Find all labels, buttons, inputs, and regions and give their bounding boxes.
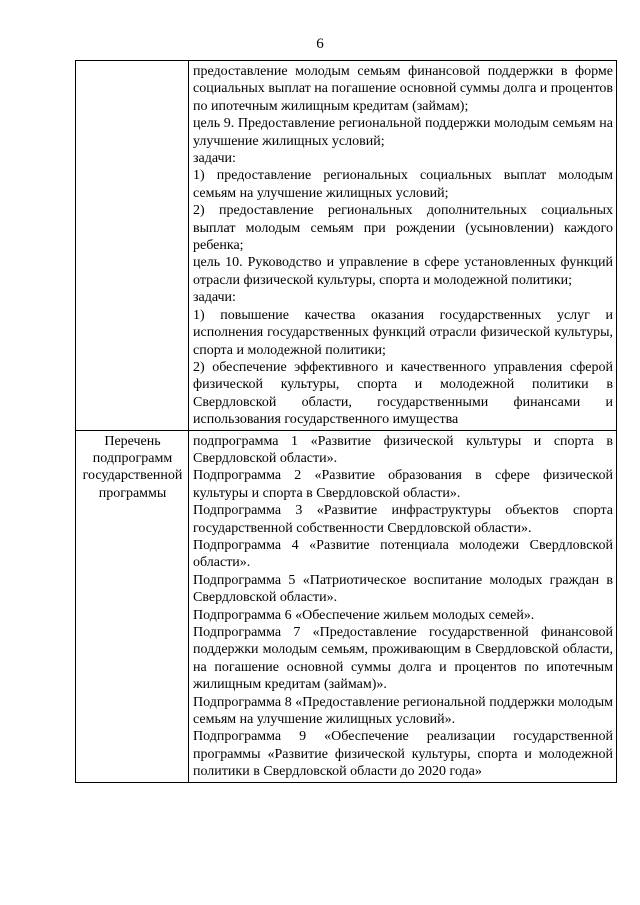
subprogram-6: Подпрограмма 6 «Обеспечение жильем молодых семей». <box>193 607 535 623</box>
goal-10-task-1: 1) повышение качества оказания государственных услуг и исполнения государственных функций отрасли физической культуры, спорта и молодежной политики; <box>193 307 613 358</box>
goal-10-task-2: 2) обеспечение эффективного и качественного управления сферой физической культуры, спорта и молодежной политики в Свердловской области, государственными финансами и использования государственного имущества <box>193 359 613 428</box>
program-passport-table <box>75 60 617 783</box>
page-number: 6 <box>316 36 324 52</box>
goal-9-task-1: 1) предоставление региональных социальных выплат молодым семьям на улучшение жилищных условий; <box>193 168 613 201</box>
goal-9-task-2: 2) предоставление региональных дополнительных социальных выплат молодым семьям при рождении (усыновлении) каждого ребенка; <box>193 203 613 254</box>
tasks-heading: задачи: <box>193 290 236 306</box>
subprogram-1: подпрограмма 1 «Развитие физической культуры и спорта в Свердловской области». <box>193 433 613 466</box>
tasks-heading: задачи: <box>193 151 236 167</box>
table-row <box>76 430 617 782</box>
subprogram-9: Подпрограмма 9 «Обеспечение реализации государственной программы «Развитие физической культуры, спорта и молодежной политики в Свердловской области до 2020 года» <box>193 729 613 780</box>
goal-10-text: цель 10. Руководство и управление в сфере установленных функций отрасли физической культуры, спорта и молодежной политики; <box>193 255 613 288</box>
subprograms-list-label: Перечень подпрограмм государственной программы <box>76 430 189 782</box>
subprogram-5: Подпрограмма 5 «Патриотическое воспитание молодых граждан в Свердловской области». <box>193 572 613 606</box>
subprogram-8: Подпрограмма 8 «Предоставление региональной поддержки молодым семьям на улучшение жилищных условий». <box>193 694 613 728</box>
row1-left-cell <box>76 61 189 431</box>
goal-9-text: цель 9. Предоставление региональной поддержки молодым семьям на улучшение жилищных условий; <box>193 116 613 149</box>
subprogram-2: Подпрограмма 2 «Развитие образования в сфере физической культуры и спорта в Свердловской области». <box>193 468 613 501</box>
subprogram-7: Подпрограмма 7 «Предоставление государственной финансовой поддержки молодым семьям, проживающим в Свердловской области, на погашение основной суммы долга и процентов по ипотечным жилищным кредитам (займам)». <box>193 625 613 693</box>
goal-8-task-text: предоставление молодым семьям финансовой поддержки в форме социальных выплат на погашение основной суммы долга и процентов по ипотечным жилищным кредитам (займам); <box>193 64 613 114</box>
subprogram-3: Подпрограмма 3 «Развитие инфраструктуры объектов спорта государственной собственности Свердловской области». <box>193 503 613 536</box>
goals-tasks-cell <box>189 61 617 431</box>
table-row <box>76 61 617 431</box>
subprograms-cell <box>189 430 617 782</box>
subprogram-4: Подпрограмма 4 «Развитие потенциала молодежи Свердловской области». <box>193 537 613 571</box>
